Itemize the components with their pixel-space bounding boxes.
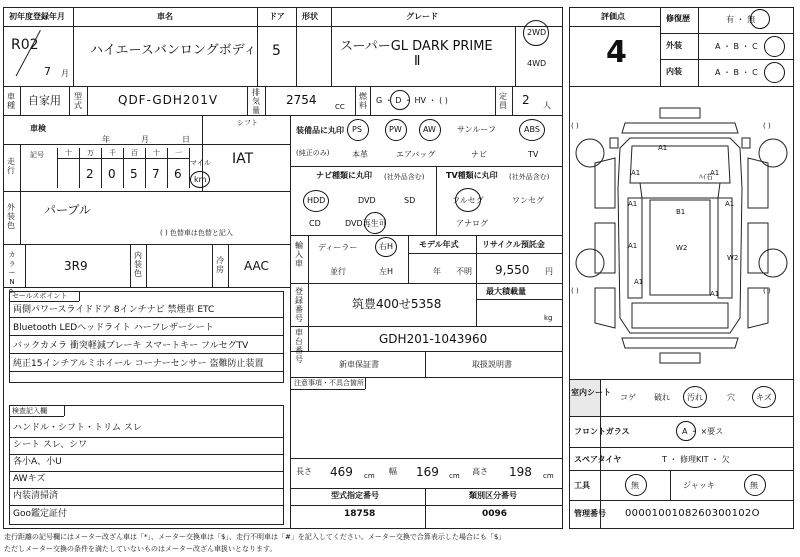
inspector-note-5: 内装清掃済	[13, 491, 59, 501]
repair-none-circle	[750, 9, 770, 29]
navi-cd: CD	[309, 219, 321, 228]
digit-header-4: 十	[153, 149, 160, 157]
inspector-note-4: AWキズ	[13, 474, 46, 484]
import-left-handle: 左H	[379, 267, 394, 276]
navi-label: ナビ種類に丸印	[316, 171, 372, 180]
height-label: 高さ	[472, 467, 488, 476]
mileage-digit-2: 0	[108, 167, 116, 181]
equip-sunroof: サンルーフ	[457, 125, 496, 134]
class-label: 類別区分番号	[469, 491, 517, 500]
first-reg-label: 初年度登録年月	[9, 12, 65, 21]
car-damage-diagram	[570, 88, 793, 378]
interior-options: A ・ B ・ C	[715, 68, 758, 77]
navi-dvd-play: DVD再生可	[345, 219, 387, 228]
shape-label: 形状	[302, 12, 318, 21]
inspector-note-1: ハンドル・シフト・トリム スレ	[13, 423, 142, 433]
fuel-diesel-circle	[390, 90, 410, 110]
displacement-label: 排気量	[252, 88, 260, 115]
diagram-label-8: W2	[676, 244, 688, 252]
exterior-options: A ・ B ・ C	[715, 42, 758, 51]
mileage-digit-5: 6	[174, 167, 182, 181]
import-label: 輸入車	[295, 241, 303, 268]
navi-sd: SD	[404, 196, 416, 205]
diagram-label-3: A1	[710, 169, 720, 177]
diagram-label-9: W2	[727, 254, 739, 262]
max-load-unit: kg	[544, 314, 553, 322]
capacity-label: 定員	[499, 92, 507, 110]
first-reg-year: R02	[11, 37, 39, 53]
shift-value: IAT	[232, 151, 254, 167]
seat-dirt: 汚れ	[687, 393, 703, 402]
digit-header-5: 一	[175, 149, 182, 157]
cautions-label: 注意事項・不具合箇所	[294, 379, 364, 387]
diagram-label-1: A1	[658, 144, 668, 152]
door-label: ドア	[269, 12, 285, 21]
color-label: 外装色	[7, 203, 15, 230]
class-value: 0096	[482, 509, 508, 519]
drive-4wd: 4WD	[527, 59, 547, 68]
recycle-unit: 円	[545, 267, 553, 276]
diagram-label-paren-4: ( )	[763, 287, 771, 295]
inspection-day: 日	[182, 135, 190, 144]
registration-value: 筑豊400せ5358	[352, 297, 442, 311]
length-unit: cm	[364, 472, 375, 480]
diagram-label-4: A1	[628, 200, 638, 208]
length-value: 469	[330, 465, 353, 479]
import-right-handle: 右H	[379, 242, 394, 251]
month-unit: 月	[61, 69, 69, 78]
inspector-note-2: シート スレ、シワ	[13, 440, 88, 450]
sales-points-label: セールスポイント	[12, 292, 68, 300]
usage-value: 自家用	[28, 94, 61, 107]
drive-2wd: 2WD	[527, 28, 547, 37]
color-value: パープル	[44, 203, 91, 217]
equip-airbag: エアバッグ	[396, 150, 436, 159]
sales-point-line-2: Bluetooth LEDヘッドライト ハーフレザーシート	[13, 323, 214, 333]
warranty-manual: 取扱説明書	[472, 360, 512, 369]
diagram-label-5: A1	[725, 200, 735, 208]
mileage-digit-1: 2	[86, 167, 94, 181]
height-unit: cm	[543, 472, 554, 480]
equip-tv: TV	[528, 150, 539, 159]
inspector-note-6: Goo鑑定証付	[13, 509, 67, 519]
mileage-label: 走行	[7, 157, 15, 175]
diagram-label-10: A1	[634, 278, 644, 286]
seats-label: 室内シート	[571, 388, 611, 397]
equip-pw: PW	[389, 125, 402, 134]
digit-header-3: 百	[131, 149, 138, 157]
equipment-label: 装備品に丸印	[296, 126, 344, 135]
diagram-label-6: A1	[628, 242, 638, 250]
digit-header-2: 千	[109, 149, 116, 157]
fuel-options: G ・ D ・ HV ・ ( )	[376, 96, 448, 105]
registration-label: 登録番号	[295, 287, 303, 323]
model-year-unit: 年	[433, 267, 441, 276]
equip-abs: ABS	[524, 125, 540, 134]
diagram-label-12: ﾊｲ右	[699, 173, 713, 181]
fuel-label: 燃料	[359, 92, 367, 110]
recycle-label: リサイクル預託金	[482, 240, 545, 249]
mileage-digit-3: 5	[130, 167, 138, 181]
spare-tire-label: スペアタイヤ	[574, 455, 622, 464]
grade-line1: スーパーGL DARK PRIME	[340, 39, 493, 54]
first-reg-month: 7	[44, 65, 51, 78]
inspection-year: 年	[102, 135, 110, 144]
spare-tire-options: T ・ 修理KIT ・ 欠	[662, 455, 730, 464]
sales-point-line-4: 純正15インチアルミホイール コーナーセンサー 盗難防止装置	[13, 359, 264, 369]
usage-label: 車種	[7, 92, 15, 110]
type-spec-value: 18758	[344, 509, 376, 519]
exterior-label: 外装	[666, 41, 682, 50]
rating-score: 4	[606, 35, 627, 70]
jack-label: ジャッキ	[683, 481, 715, 490]
tools-value: 無	[631, 481, 639, 490]
width-label: 幅	[389, 467, 397, 476]
digit-header-1: 万	[87, 149, 94, 157]
grade-line2: Ⅱ	[414, 54, 421, 69]
navi-hdd: HDD	[307, 196, 326, 205]
diagram-label-paren-2: ( )	[763, 122, 771, 130]
equip-leather: 本革	[352, 150, 368, 159]
type-spec-label: 型式指定番号	[331, 491, 379, 500]
color-note: ( ) 色替車は色替と記入	[160, 229, 233, 237]
equip-navi: ナビ	[471, 150, 487, 159]
seat-koge: コゲ	[620, 393, 636, 402]
cc-unit: CC	[335, 103, 345, 111]
seat-hole: 穴	[727, 393, 735, 402]
seat-scratch: キズ	[756, 393, 772, 402]
grade-label: グレード	[406, 12, 438, 21]
navi-dvd: DVD	[358, 196, 376, 205]
inspection-month: 月	[141, 135, 149, 144]
tv-label: TV種類に丸印	[446, 171, 498, 180]
sales-point-line-1: 両側パワースライドドア 8インチナビ 禁煙車 ETC	[13, 305, 215, 315]
shift-label: シフト	[237, 119, 258, 127]
record-label: 記号	[30, 151, 44, 159]
equip-aw: AW	[423, 125, 436, 134]
footer-line-2: ただしメーター交換の条件を満たしていないものはメーター改ざん車扱いとなります。	[4, 545, 277, 553]
door-count: 5	[272, 43, 281, 59]
tools-label: 工具	[574, 481, 590, 490]
tv-fullseg: フルセグ	[452, 196, 484, 205]
chassis-value: GDH201-1043960	[379, 332, 488, 346]
color-no-value: 3R9	[64, 259, 88, 273]
color-no-label: カラーNo.	[8, 251, 16, 295]
capacity-unit: 人	[543, 101, 551, 110]
windshield-label: フロントガラス	[574, 427, 630, 436]
unit-mile: マイル	[190, 159, 211, 167]
tv-sub-label: (社外品含む)	[509, 173, 550, 181]
model-year-label: モデル年式	[419, 240, 459, 249]
recycle-value: 9,550	[495, 263, 530, 277]
max-load-label: 最大積載量	[486, 287, 526, 296]
ac-value: AAC	[244, 259, 269, 273]
interior-c-circle	[764, 62, 785, 83]
windshield-options: A ・ ×要ス	[682, 427, 724, 436]
length-label: 長さ	[296, 467, 312, 476]
width-unit: cm	[449, 472, 460, 480]
import-dealer: ディーラー	[318, 243, 358, 252]
unit-km: km	[194, 175, 207, 184]
management-value: 0000100108260300102O	[625, 508, 760, 519]
model-year-unknown: 不明	[456, 267, 472, 276]
height-value: 198	[509, 465, 532, 479]
jack-value: 無	[750, 481, 758, 490]
navi-sub-label: (社外品含む)	[384, 173, 425, 181]
ac-label: 冷房	[216, 256, 224, 274]
inspection-label: 車検	[30, 124, 46, 133]
seat-yabure: 破れ	[654, 393, 670, 402]
model-name: ハイエースバンロングボディ	[90, 43, 257, 58]
inspector-notes-label: 検査記入欄	[12, 407, 47, 415]
diagram-label-paren-1: ( )	[571, 122, 579, 130]
equip-ps: PS	[352, 125, 362, 134]
inspector-note-3: 各小A、小U	[13, 457, 62, 467]
footer-line-1: 走行距離の記号欄にはメーター改ざん車は「*」、メーター交換車は「$」、走行不明車は「#」を記入してください。メーター交換で合算表示した場合にも「$」	[4, 533, 506, 541]
digit-header-0: 十	[65, 149, 72, 157]
repair-label: 修復歴	[666, 14, 690, 23]
repair-options: 有 ・ 無	[726, 15, 756, 24]
chassis-label: 車台番号	[295, 328, 303, 364]
sales-point-line-3: バックカメラ 衝突軽減ブレーキ スマートキー フルセグTV	[13, 341, 249, 351]
type-label: 型式	[74, 92, 82, 110]
windshield-a-circle	[676, 421, 696, 441]
diagram-label-paren-3: ( )	[571, 287, 579, 295]
type-code: QDF-GDH201V	[118, 93, 219, 107]
diagram-label-2: A1	[631, 169, 641, 177]
tv-analog: アナログ	[456, 219, 488, 228]
model-name-label: 車名	[157, 12, 173, 21]
diagram-label-11: A1	[710, 290, 720, 298]
mileage-digit-4: 7	[152, 167, 160, 181]
equipment-sub-label: (純正のみ)	[296, 149, 330, 157]
displacement-value: 2754	[286, 93, 317, 107]
capacity-value: 2	[522, 93, 530, 107]
interior-label: 内装	[666, 67, 682, 76]
interior-color-label: 内装色	[134, 251, 142, 278]
import-parallel: 並行	[330, 267, 346, 276]
tv-oneseg: ワンセグ	[512, 196, 544, 205]
rating-label: 評価点	[601, 12, 625, 21]
exterior-c-circle	[764, 36, 785, 57]
width-value: 169	[416, 465, 439, 479]
diagram-label-7: B1	[676, 208, 686, 216]
management-label: 管理番号	[574, 509, 606, 518]
warranty-new-car: 新車保証書	[339, 360, 379, 369]
